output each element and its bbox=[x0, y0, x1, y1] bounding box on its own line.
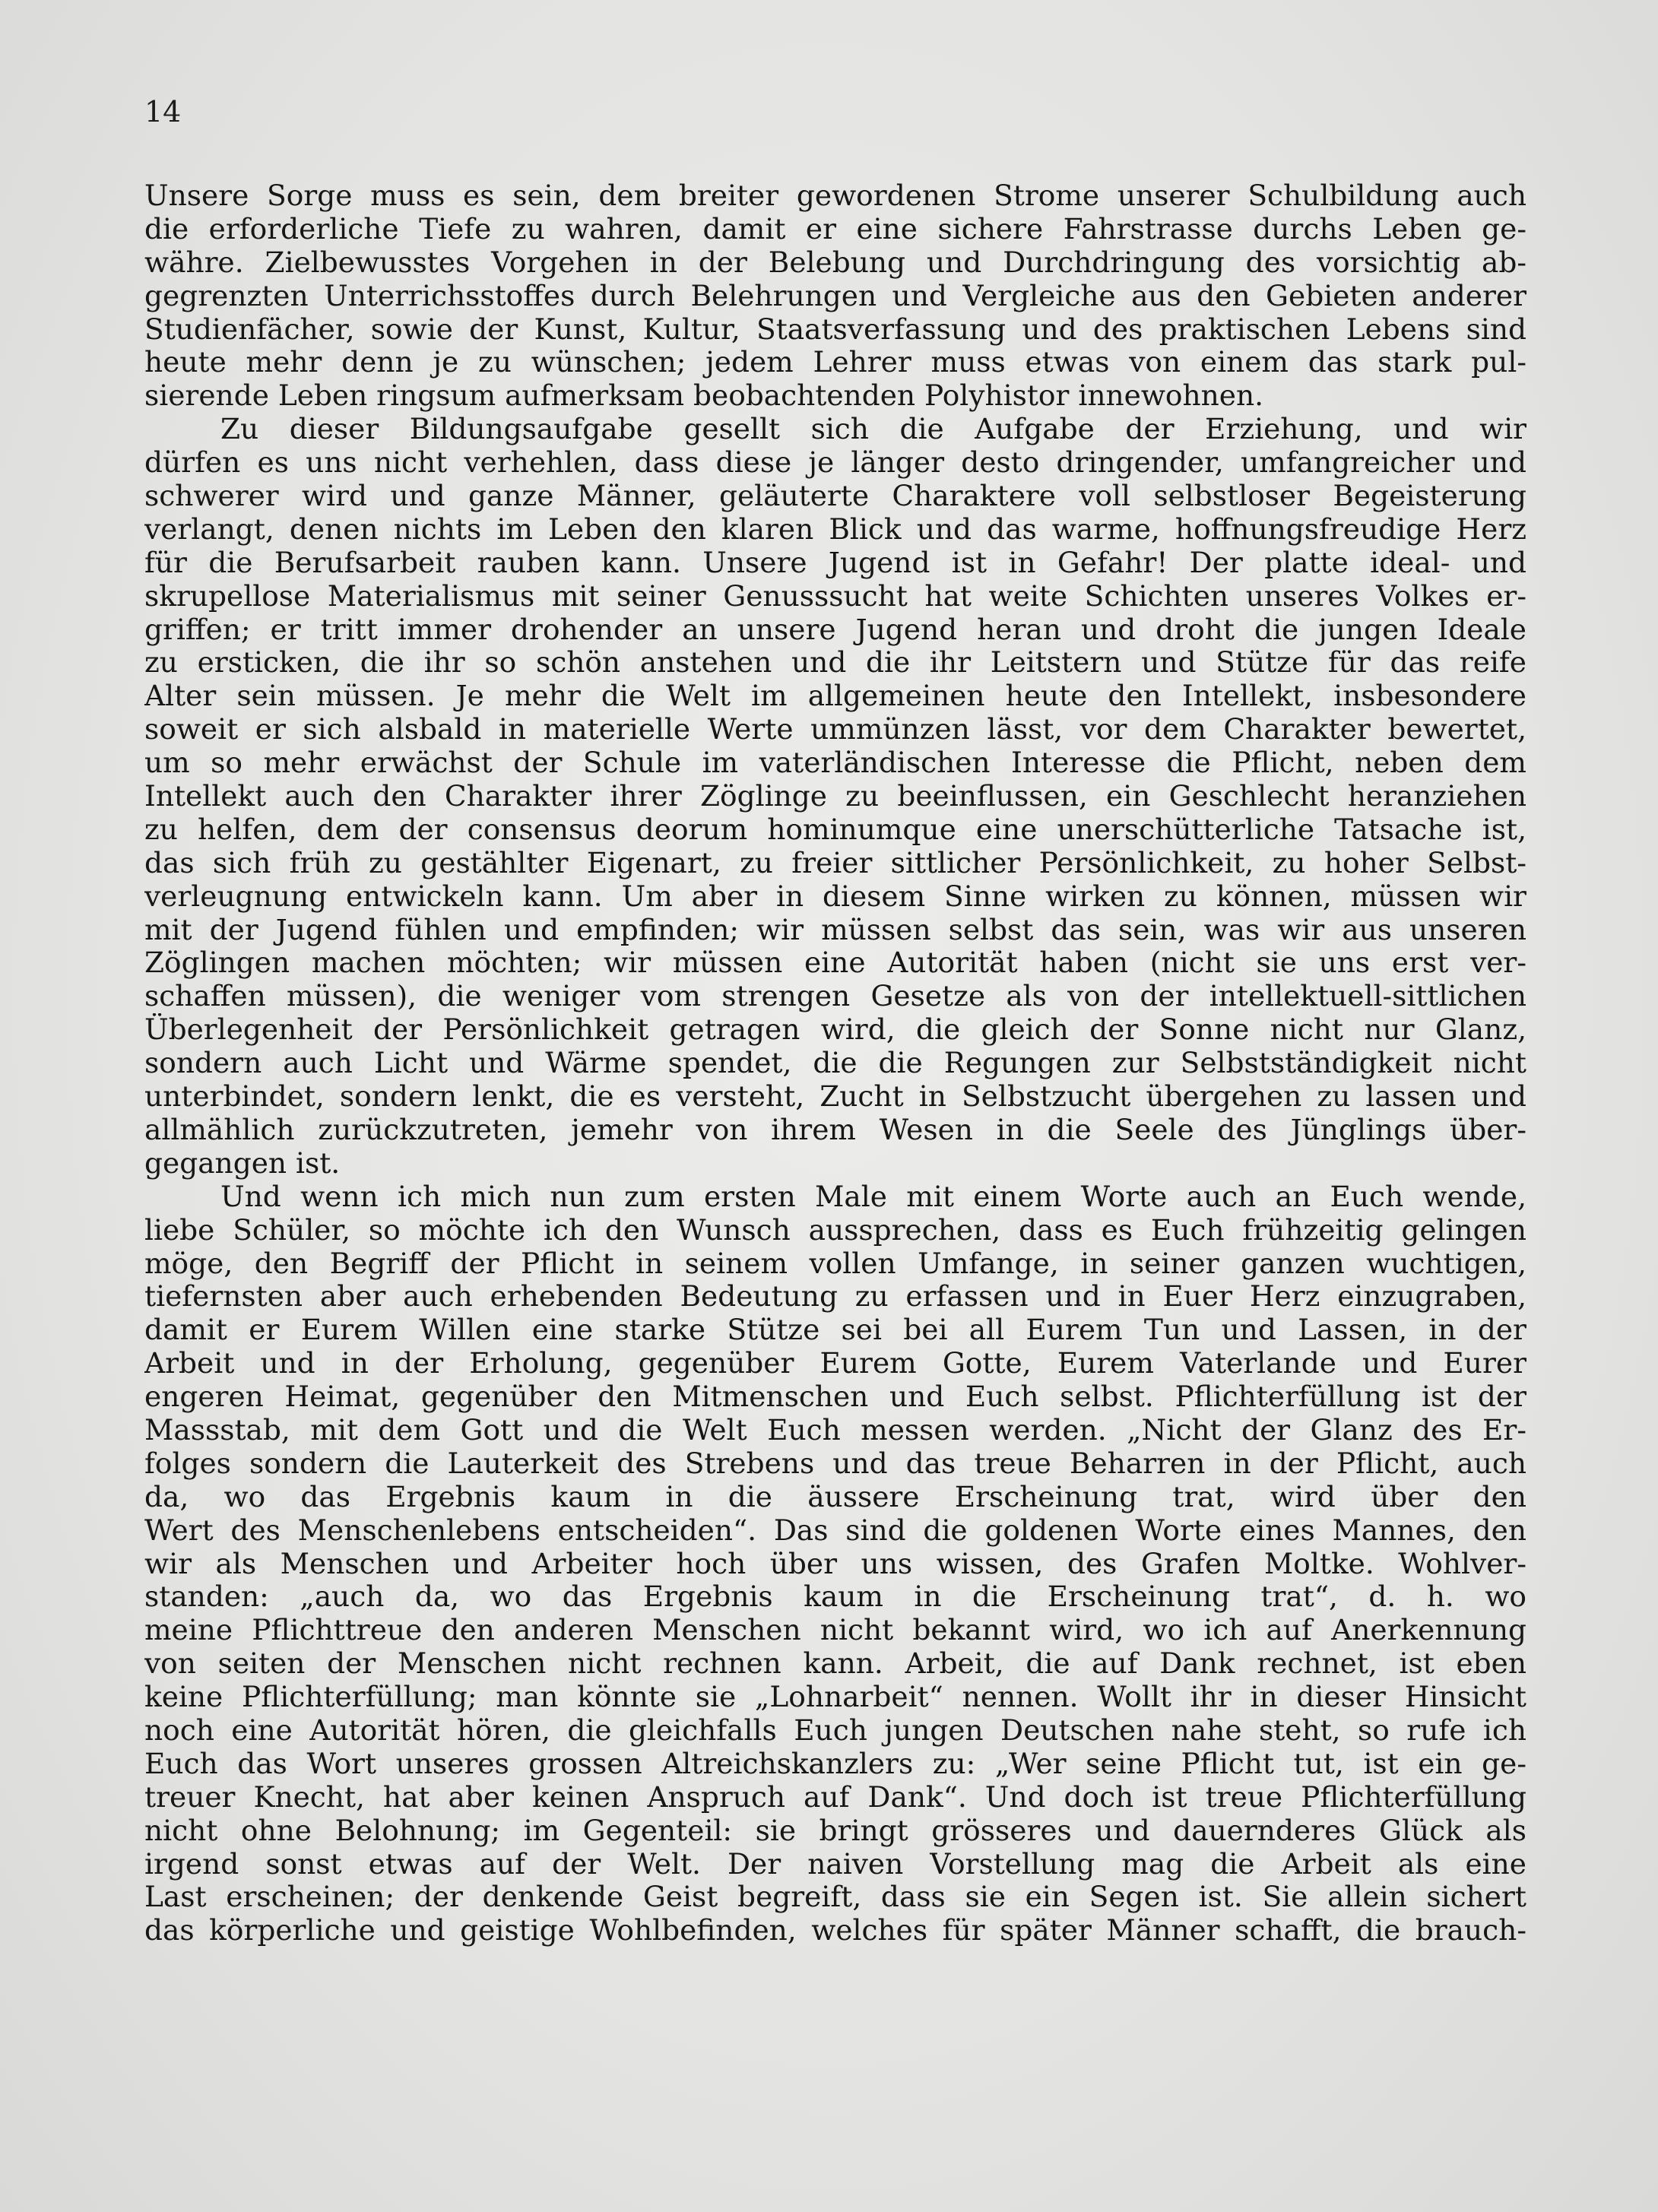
text-line: Und wenn ich mich nun zum ersten Male mit einem Worte auch an Euch wende, bbox=[220, 1180, 1526, 1213]
paragraph bbox=[144, 1180, 1526, 1947]
text-line: standen: „auch da, wo das Ergebnis kaum in die Erscheinung trat“, d. h. wo bbox=[144, 1580, 1526, 1614]
paragraph bbox=[144, 179, 1526, 413]
text-line: folges sondern die Lauterkeit des Strebens und das treue Beharren in der Pflicht, auch bbox=[144, 1447, 1526, 1480]
text-line: Unsere Sorge muss es sein, dem breiter gewordenen Strome unserer Schulbildung auch bbox=[144, 179, 1526, 212]
text-line: dürfen es uns nicht verhehlen, dass diese je länger desto dringender, umfangreicher und bbox=[144, 446, 1526, 480]
text-line: tiefernsten aber auch erhebenden Bedeutung zu erfassen und in Euer Herz einzugraben, bbox=[144, 1280, 1526, 1314]
text-line: gegrenzten Unterrichsstoffes durch Belehrungen und Vergleiche aus den Gebieten anderer bbox=[144, 279, 1526, 312]
text-line: nicht ohne Belohnung; im Gegenteil: sie bringt grösseres und dauernderes Glück als bbox=[144, 1814, 1526, 1847]
text-line: das körperliche und geistige Wohlbefinden, welches für später Männer schafft, die brauch- bbox=[144, 1914, 1526, 1947]
text-line: wir als Menschen und Arbeiter hoch über uns wissen, des Grafen Moltke. Wohlver- bbox=[144, 1547, 1526, 1580]
text-line: treuer Knecht, hat aber keinen Anspruch auf Dank“. Und doch ist treue Pflichterfüllung bbox=[144, 1780, 1526, 1814]
text-line: Studienfächer, sowie der Kunst, Kultur, Staatsverfassung und des praktischen Lebens sind bbox=[144, 312, 1526, 346]
text-line: das sich früh zu gestählter Eigenart, zu freier sittlicher Persönlichkeit, zu hoher Selbst- bbox=[144, 846, 1526, 879]
page-number: 14 bbox=[144, 95, 182, 128]
text-line: verleugnung entwickeln kann. Um aber in diesem Sinne wirken zu können, müssen wir bbox=[144, 879, 1526, 913]
text-line: Arbeit und in der Erholung, gegenüber Eurem Gotte, Eurem Vaterlande und Eurer bbox=[144, 1347, 1526, 1380]
text-line: griffen; er tritt immer drohender an unsere Jugend heran und droht die jungen Ideale bbox=[144, 613, 1526, 646]
paragraph bbox=[144, 413, 1526, 1180]
text-line: damit er Eurem Willen eine starke Stütze sei bei all Eurem Tun und Lassen, in der bbox=[144, 1314, 1526, 1347]
text-line: Zu dieser Bildungsaufgabe gesellt sich die Aufgabe der Erziehung, und wir bbox=[220, 413, 1526, 446]
text-line: schaffen müssen), die weniger vom strengen Gesetze als von der intellektuell-sittlichen bbox=[144, 980, 1526, 1013]
text-line: da, wo das Ergebnis kaum in die äussere Erscheinung trat, wird über den bbox=[144, 1480, 1526, 1513]
text-line: keine Pflichterfüllung; man könnte sie „Lohnarbeit“ nennen. Wollt ihr in dieser Hinsicht bbox=[144, 1681, 1526, 1714]
text-line: zu ersticken, die ihr so schön anstehen und die ihr Leitstern und Stütze für das reife bbox=[144, 646, 1526, 680]
text-line: schwerer wird und ganze Männer, geläuterte Charaktere voll selbstloser Begeisterung bbox=[144, 480, 1526, 513]
text-line: sierende Leben ringsum aufmerksam beobachtenden Polyhistor innewohnen. bbox=[144, 379, 1264, 413]
text-line: soweit er sich alsbald in materielle Werte ummünzen lässt, vor dem Charakter bewertet, bbox=[144, 713, 1526, 746]
text-line: währe. Zielbewusstes Vorgehen in der Belebung und Durchdringung des vorsichtig ab- bbox=[144, 246, 1526, 279]
text-line: die erforderliche Tiefe zu wahren, damit er eine sichere Fahrstrasse durchs Leben ge- bbox=[144, 212, 1526, 246]
text-line: möge, den Begriff der Pflicht in seinem vollen Umfange, in seiner ganzen wuchtigen, bbox=[144, 1247, 1526, 1280]
text-line: zu helfen, dem der consensus deorum hominumque eine unerschütterliche Tatsache ist, bbox=[144, 813, 1526, 846]
text-line: noch eine Autorität hören, die gleichfalls Euch jungen Deutschen nahe steht, so rufe ich bbox=[144, 1713, 1526, 1747]
text-line: Massstab, mit dem Gott und die Welt Euch messen werden. „Nicht der Glanz des Er- bbox=[144, 1413, 1526, 1447]
text-line: skrupellose Materialismus mit seiner Genusssucht hat weite Schichten unseres Volkes er- bbox=[144, 579, 1526, 613]
text-line: gegangen ist. bbox=[144, 1146, 341, 1180]
text-line: von seiten der Menschen nicht rechnen kann. Arbeit, die auf Dank rechnet, ist eben bbox=[144, 1647, 1526, 1681]
text-line: allmählich zurückzutreten, jemehr von ihrem Wesen in die Seele des Jünglings über- bbox=[144, 1113, 1526, 1146]
text-line: meine Pflichttreue den anderen Menschen nicht bekannt wird, wo ich auf Anerkennung bbox=[144, 1614, 1526, 1647]
body-text bbox=[144, 179, 1526, 1947]
text-line: liebe Schüler, so möchte ich den Wunsch aussprechen, dass es Euch frühzeitig gelingen bbox=[144, 1213, 1526, 1247]
text-line: verlangt, denen nichts im Leben den klaren Blick und das warme, hoffnungsfreudige Herz bbox=[144, 512, 1526, 546]
text-line: sondern auch Licht und Wärme spendet, die die Regungen zur Selbstständigkeit nicht bbox=[144, 1047, 1526, 1080]
text-line: Überlegenheit der Persönlichkeit getragen wird, die gleich der Sonne nicht nur Glanz, bbox=[144, 1013, 1526, 1047]
text-line: Zöglingen machen möchten; wir müssen eine Autorität haben (nicht sie uns erst ver- bbox=[144, 946, 1526, 980]
text-line: Wert des Menschenlebens entscheiden“. Das sind die goldenen Worte eines Mannes, den bbox=[144, 1513, 1526, 1547]
text-line: um so mehr erwächst der Schule im vaterländischen Interesse die Pflicht, neben dem bbox=[144, 746, 1526, 780]
text-line: unterbindet, sondern lenkt, die es versteht, Zucht in Selbstzucht übergehen zu lassen und bbox=[144, 1080, 1526, 1114]
text-line: Euch das Wort unseres grossen Altreichskanzlers zu: „Wer seine Pflicht tut, ist ein ge- bbox=[144, 1747, 1526, 1780]
text-line: irgend sonst etwas auf der Welt. Der naiven Vorstellung mag die Arbeit als eine bbox=[144, 1847, 1526, 1881]
text-line: Last erscheinen; der denkende Geist begreift, dass sie ein Segen ist. Sie allein sichert bbox=[144, 1881, 1526, 1914]
text-line: für die Berufsarbeit rauben kann. Unsere Jugend ist in Gefahr! Der platte ideal- und bbox=[144, 546, 1526, 579]
text-line: engeren Heimat, gegenüber den Mitmenschen und Euch selbst. Pflichterfüllung ist der bbox=[144, 1380, 1526, 1414]
text-line: Intellekt auch den Charakter ihrer Zöglinge zu beeinflussen, ein Geschlecht heranziehen bbox=[144, 780, 1526, 813]
text-line: mit der Jugend fühlen und empfinden; wir müssen selbst das sein, was wir aus unseren bbox=[144, 913, 1526, 946]
text-line: Alter sein müssen. Je mehr die Welt im allgemeinen heute den Intellekt, insbesondere bbox=[144, 680, 1526, 713]
text-line: heute mehr denn je zu wünschen; jedem Lehrer muss etwas von einem das stark pul- bbox=[144, 346, 1526, 379]
